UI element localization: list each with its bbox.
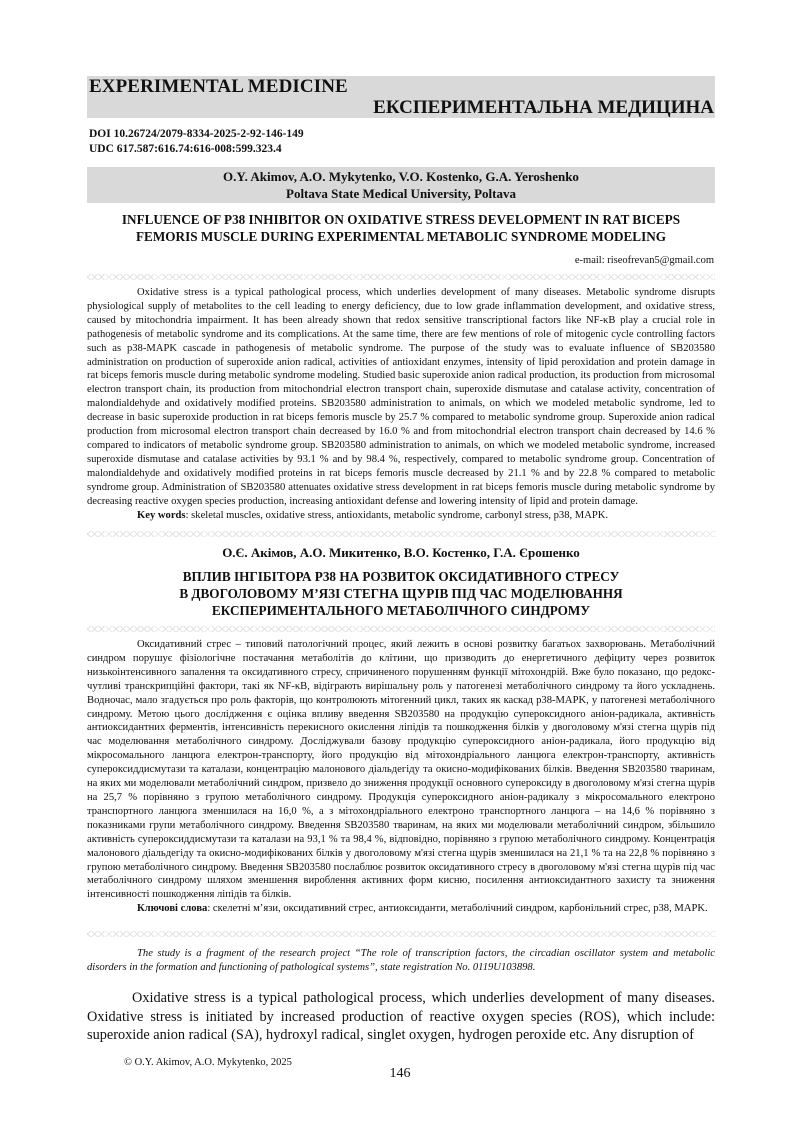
page-number: 146 [389,1066,411,1081]
section-title-uk: ЕКСПЕРИМЕНТАЛЬНА МЕДИЦИНА [373,97,714,118]
body-paragraph: Oxidative stress is a typical pathological process, which underlies development of many diseases. Oxidative stress is initiated by increased production of reactive oxygen species (ROS), which include: superoxide anion radical (SA), hydroxyl radical, singlet oxygen, hydrogen peroxide etc. Any disruption of [87,990,715,1043]
keywords-en-label: Key words [137,509,186,521]
wavy-divider [87,626,715,632]
keywords-uk [87,902,715,916]
affiliation: Poltava State Medical University, Poltava [286,186,516,201]
abstract-en [87,286,715,522]
keywords-en-list: : skeletal muscles, oxidative stress, antioxidants, metabolic syndrome, carbonyl stress, p38, MAPK. [185,509,609,521]
wavy-divider [87,931,715,937]
keywords-uk-list: : скелетні м’язи, оксидативний стрес, антиоксиданти, метаболічний синдром, карбонільний стрес, p38, MAPK. [207,903,708,915]
keywords-en [87,509,715,523]
section-title-en: EXPERIMENTAL MEDICINE [89,76,348,97]
title-en-line-1: INFLUENCE OF P38 INHIBITOR ON OXIDATIVE STRESS DEVELOPMENT IN RAT BICEPS [121,212,681,227]
title-uk-line-3: ЕКСПЕРИМЕНТАЛЬНОГО МЕТАБОЛІЧНОГО СИНДРОМУ [211,603,591,618]
authors-en: O.Y. Akimov, A.O. Mykytenko, V.O. Kostenko, G.A. Yeroshenko [223,169,579,184]
identifiers [89,127,304,157]
funding-note [87,947,715,975]
abstract-en-text: Oxidative stress is a typical pathological process, which underlies development of many diseases. Metabolic syndrome disrupts physiological supply of metabolites to the cell leading to energy deficiency, due to low grade inflammation development, and oxidative stress, caused by mitochondria impairment. It has been already shown that redox sensitive transcriptional factors like NF-κB play a crucial role in pathogenesis of metabolic syndrome and its complications. At the same time, there are few mentions of role of mitogenic cycle controlling factors such as p38-MAPK cascade in pathogenesis of metabolic syndrome. The purpose of the study was to evaluate influence of SB203580 administration on production of superoxide anion radical, activities of antioxidant enzymes, intensity of lipid peroxidation and protein damage in rat biceps femoris muscle during metabolic syndrome modeling. Studied basic superoxide anion radical production, its production from microsomal electron transport chain, its production from mitochondrial electron transport chain, superoxide dismutase and catalase activity, concentration of malondialdehyde and oxidatively modified proteins. SB203580 administration to animals, on which we modeled metabolic syndrome, led to decrease in basic superoxide production in rat biceps femoris muscle by 25.7 % compared to metabolic syndrome group. Superoxide anion radical production from microsomal electron transport chain decreased by 16.0 % and from mitochondrial electron transport chain decreased by 14.6 % compared to indicators of metabolic syndrome group. SB203580 administration to animals, on which we modeled metabolic syndrome, increased superoxide dismutase and catalase activities by 93.1 % and by 98.4 %, respectively, compared to metabolic syndrome group. Concentration of malondialdehyde and oxidatively modified proteins in rat biceps femoris muscle decreased by 21.1 % and by 22.8 % compared to metabolic syndrome group. Administration of SB203580 attenuates oxidative stress development in rat biceps femoris muscle during metabolic syndrome by decreasing reactive oxygen species production, increasing antioxidant defense and lowering intensity of lipid and protein damage. [87,287,715,507]
title-uk-line-2: В ДВОГОЛОВОМУ М’ЯЗІ СТЕГНА ЩУРІВ ПІД ЧАС МОДЕЛЮВАННЯ [179,586,623,601]
article-title-uk [87,568,715,619]
funding-note-text: The study is a fragment of the research project “The role of transcription factors, the circadian oscillator system and metabolic disorders in the formation and functioning of pathological systems”, state registration No. 0119U103898. [87,948,715,973]
main-body [87,989,715,1045]
wavy-divider [87,531,715,537]
title-en-line-2: FEMORIS MUSCLE DURING EXPERIMENTAL METABOLIC SYNDROME MODELING [136,229,666,244]
title-uk-line-1: ВПЛИВ ІНГІБІТОРА Р38 НА РОЗВИТОК ОКСИДАТИВНОГО СТРЕСУ [182,569,620,584]
contact-email[interactable]: e-mail: riseofrevan5@gmail.com [574,255,714,266]
wavy-divider [87,274,715,280]
article-title-en [87,211,715,245]
abstract-uk-text: Оксидативний стрес – типовий патологічний процес, який лежить в основі розвитку багатьох захворювань. Метаболічний синдром порушує фізіологічне постачання метаболітів до клітини, що призводить до енергетичного дефіциту через розвиток низькоінтенсивного запалення та оксидативного стресу, спричиненого порушенням функції мітохондрій. Вже було показано, що редокс-чутливі транскрипційні фактори, такі як NF-κB, відіграють вирішальну роль у патогенезі метаболічного синдрому та його ускладнень. Водночас, мало згадується про роль факторів, що контролюють мітогенний цикл, таких як каскад p38-MAPK, у патогенезі метаболічного синдрому. Метою цього дослідження є оцінка впливу введення SB203580 на продукцію супероксидного аніон-радикала, активність антиоксидантних ферментів, інтенсивність перекисного окислення ліпідів та пошкодження білків у двоголовому м'язі стегна щурів під час моделювання метаболічного синдрому. Досліджували базову продукцію супероксидного аніон-радикала, його продукцію від мікросомального ланцюга електрон-транспорту, його продукцію від мітохондріального ланцюга електрон-транспорту, активність супероксиддисмутази та каталази, концентрацію малонового діальдегіду та окисно-модифікованих білків. Введення SB203580 тваринам, на яких ми моделювали метаболічний синдром, призвело до зниження продукції основного супероксиду в двоголовому м'язі стегна щурів на 25,7 % порівняно з групою метаболічного синдрому. Продукція супероксидного аніон-радикалу з мікросомального електроно транспортного ланцюга зменшилася на 16,0 %, а з мітохондріального електроно транспортного ланцюга – на 14,6 % порівняно з показниками групи метаболічного синдрому. Введення SB203580 тваринам, на яких ми моделювали метаболічний синдром, збільшило активність супероксиддисмутази та каталази на 93,1 % та 98,4 %, відповідно, порівняно з групою метаболічного синдрому. Концентрація малонового діальдегіду та окисно-модифікованих білків у двоголовому м'язі стегна щурів зменшилася на 21,1 % та на 22,8 % порівняно з групою метаболічного синдрому. Введення SB203580 послаблює розвиток оксидативного стресу в двоголовому м'язі стегна щурів під час метаболічного синдрому шляхом зменшення вироблення активних форм кисню, посилення антиоксидантного захисту та зниження інтенсивності пошкодження ліпідів та білків. [87,639,715,901]
authors-block-en [87,168,715,202]
abstract-uk [87,638,715,916]
authors-uk: О.Є. Акімов, А.О. Микитенко, В.О. Костенко, Г.А. Єрошенко [222,545,580,560]
copyright: © O.Y. Akimov, A.O. Mykytenko, 2025 [124,1057,292,1068]
keywords-uk-label: Ключові слова [137,903,208,915]
udc: UDC 617.587:616.74:616-008:599.323.4 [89,143,282,155]
doi[interactable]: DOI 10.26724/2079-8334-2025-2-92-146-149 [89,128,304,140]
